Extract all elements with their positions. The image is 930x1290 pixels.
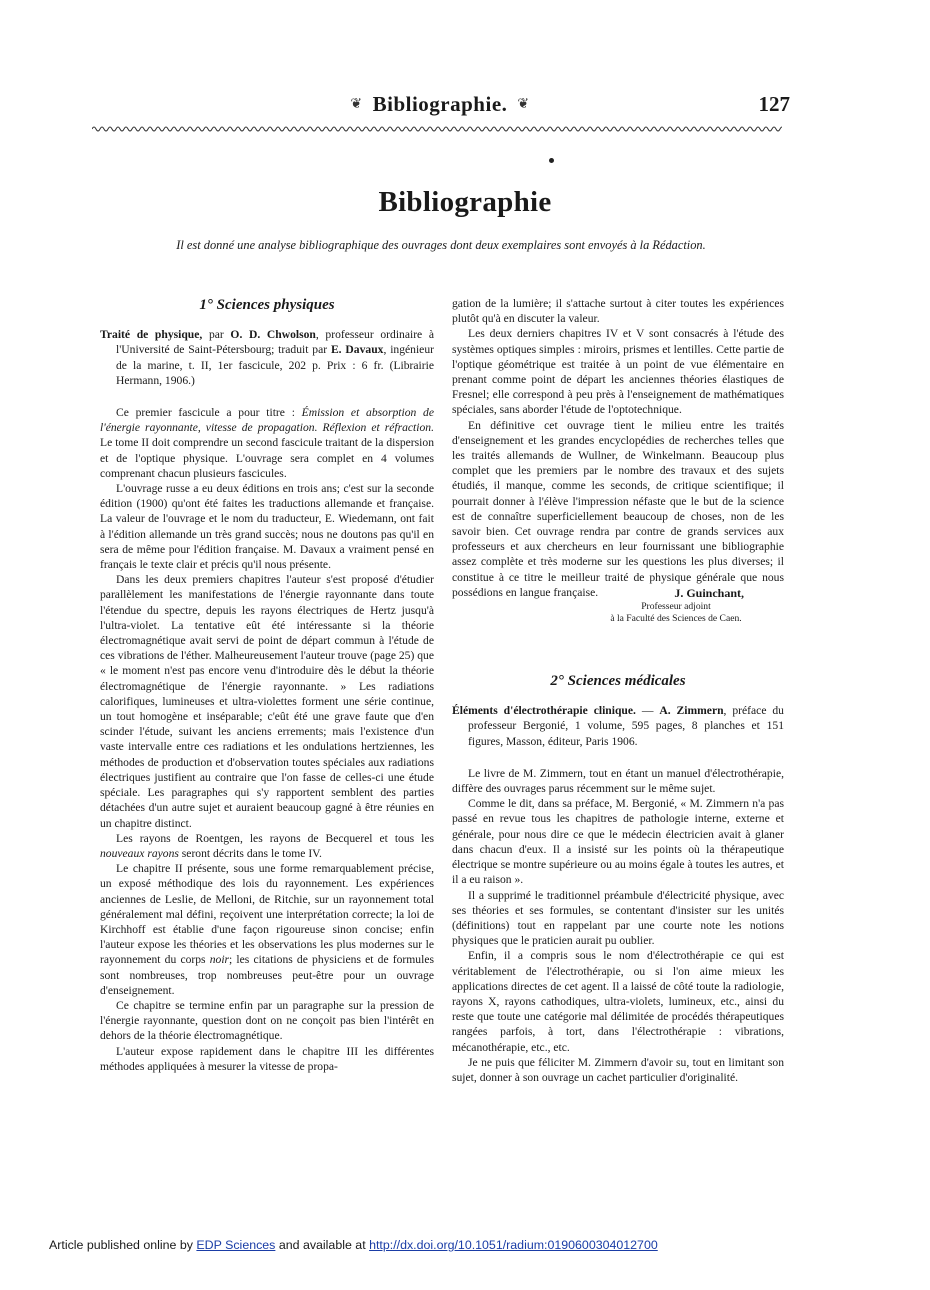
footer-text: and available at [275, 1238, 370, 1252]
signature-role [576, 601, 776, 624]
paragraph: Les deux derniers chapitres IV et V sont consacrés à l'étude des systèmes optiques simples : miroirs, prismes et lentilles. Cette partie de l'optique géométrique est traitée à un point de vue élémentaire en prenant comme point de départ les anciennes théories élastiques de Fresnel; elle correspond à peu près à l'enseignement de mathématiques spéciales, sans aborder l'étude de l'optotechnique. [452, 327, 784, 417]
page-title: Bibliographie [378, 186, 552, 218]
ref-text: — [635, 704, 660, 718]
ref-text: par [202, 328, 231, 342]
paragraph: L'auteur expose rapidement dans le chapitre III les différentes méthodes appliquées à mesurer la vitesse de propa- [100, 1044, 434, 1073]
text-italic: noir [209, 953, 230, 967]
publication-footer [49, 1238, 658, 1252]
paragraph: gation de la lumière; il s'attache surtout à citer toutes les expériences plutôt qu'à en discuter la valeur. [452, 297, 784, 326]
wavy-rule-divider [92, 125, 782, 133]
signature-role-line: Professeur adjoint [641, 601, 711, 613]
paragraph [100, 831, 434, 861]
paragraph [100, 405, 434, 481]
intro-note: Il est donné une analyse bibliographique des ouvrages dont deux exemplaires sont envoyés à la Rédaction. [176, 238, 706, 252]
text: Les rayons de Roentgen, les rayons de Becquerel et tous les [116, 831, 434, 845]
book-title: Éléments d'électrothérapie clinique. [452, 704, 636, 718]
ref-text: , préface du professeur Bergonié, 1 volume, 595 pages, 8 planches et 151 figures, Masson, éditeur, Paris 1906. [468, 704, 784, 748]
ref-text: , ingénieur de la marine, t. II, 1er fascicule, 202 p. Prix : 6 fr. (Librairie Hermann, 1906.) [116, 343, 434, 387]
paragraph: Ce chapitre se termine enfin par un paragraphe sur la pression de l'énergie rayonnante, question dont on ne conçoit pas bien l'intérêt en dehors de la théorie électromagnétique. [100, 998, 434, 1043]
paragraph: En définitive cet ouvrage tient le milieu entre les traités d'enseignement et les grandes encyclopédies de recherches telles que les traités allemands de Wullner, de Winkelmann. Beaucoup plus complet que les premiers par le nombre des travaux et des sujets étudiés, il manque, comme les seconds, de critique scientifique; il pourrait donner à l'élève l'impression néfaste que le but de la science est de connaître superficiellement beaucoup de choses, non de les savoir bien. Cet ouvrage rendra par contre de grands services aux professeurs et aux chercheurs en leur fournissant une bibliographie assez complète et très moderne sur les questions les plus diverses; il constitue à ce titre le meilleur traité de physique générale que nous possédions en langue française. [452, 418, 784, 599]
book-title: Traité de physique, [100, 328, 203, 342]
signature [452, 586, 784, 640]
text-italic: Émission et absorption de l'énergie rayonnante, vitesse de propagation. Réflexion et réfraction. [100, 406, 434, 435]
section-heading-medical: 2° Sciences médicales [550, 673, 686, 690]
paragraph: Il a supprimé le traditionnel préambule d'électricité physique, avec ses théories et ses formules, se contentant d'insister sur les unités (définitions) tout en rappelant par une courte note les notions physiques que le praticien aurait pu oublier. [452, 888, 784, 948]
section-heading-physics: 1° Sciences physiques [199, 297, 335, 313]
page-number: 127 [758, 92, 790, 116]
left-column [100, 296, 434, 1074]
text: seront décrits dans le tome IV. [178, 846, 322, 860]
paragraph: Enfin, il a compris sous le nom d'électrothérapie ce qui est véritablement de l'électrothérapie, ou si l'on aime mieux les applications directes de cet agent. Il a laissé de côté toute la radiologie, rayons X, rayons cathodiques, ultra-violets, lumineux, etc., ainsi du reste que toute une catégorie mal délimitée de procédés thérapeutiques rangées parfois, à tort, dans l'électrothérapie : vibrations, mécanothérapie, etc., etc. [452, 949, 784, 1054]
running-head [90, 92, 790, 122]
book-reference-chwolson [100, 327, 434, 388]
ornament-left-icon: ❦ [350, 97, 363, 112]
signature-role-line: à la Faculté des Sciences de Caen. [610, 612, 742, 624]
running-head-text: Bibliographie. [372, 92, 508, 116]
paragraph: L'ouvrage russe a eu deux éditions en trois ans; c'est sur la seconde édition (1900) qu'ont été faites les traductions allemande et française. La valeur de l'ouvrage et le nom du traducteur, E. Wiedemann, ont fait à l'édition allemande un très grand succès; nous ne doutons pas qu'il en sera de même pour l'édition française. M. Davaux a vraiment pensé en français le texte clair et précis qu'il nous présente. [100, 482, 434, 572]
book-author: A. Zimmern [659, 704, 724, 718]
paragraph: Dans les deux premiers chapitres l'auteur s'est proposé d'étudier parallèlement les manifestations de l'énergie rayonnante dans toute l'étendue du spectre, depuis les rayons électriques de Hertz jusqu'à l'ultra-violet. La tentative eût été intéressante si la théorie électromagnétique avait servi de point de départ commun à l'étude de ces vibrations de l'éther. Malheureusement l'auteur trouve (page 25) que « le moment n'est pas encore venu d'introduire dès le début la théorie électromagnétique de l'énergie rayonnante. » Les radiations calorifiques, lumineuses et ultra-violettes forment une série continue, un tout homogène et inséparable; c'eût été une grave faute que d'en scinder l'étude, suivant les anciens errements; mais l'existence d'un vaste intervalle entre ces radiations et les ondulations hertziennes, les méthodes de production et d'observation toutes spéciales aux radiations électriques justifient au contraire que l'on fasse de celles-ci une étude spéciale. Les paragraphes qui s'y rapportent semblent des parties détachées d'un autre sujet et auraient beaucoup gagné à être réunies en un chapitre distinct. [100, 573, 434, 830]
ref-text: , professeur ordinaire à l'Université de Saint-Pétersbourg; traduit par [116, 328, 434, 357]
right-column [452, 296, 784, 1085]
paragraph: Comme le dit, dans sa préface, M. Bergonié, « M. Zimmern n'a pas passé en revue tous les chapitres de pathologie interne, externe et générale, pour nous dire ce que le médecin électricien avait à glaner dans chacun d'eux. Il a insisté sur les points où la thérapeutique électrique se montre supérieure ou au moins égale à toutes les autres, et il a eu raison ». [452, 797, 784, 887]
book-author: O. D. Chwolson [230, 328, 316, 342]
dot-mark [549, 158, 554, 163]
ornament-right-icon: ❦ [517, 97, 530, 112]
publisher-link[interactable]: EDP Sciences [196, 1238, 276, 1252]
footer-text: Article published online by [49, 1238, 197, 1252]
text: Ce premier fascicule a pour titre : [116, 406, 302, 420]
paragraph [100, 861, 434, 998]
book-reference-zimmern [452, 703, 784, 749]
doi-link[interactable]: http://dx.doi.org/10.1051/radium:0190600304012700 [369, 1238, 658, 1252]
paragraph: Je ne puis que féliciter M. Zimmern d'avoir su, tout en limitant son sujet, donner à son ouvrage un cachet particulier d'originalité. [452, 1055, 784, 1084]
text: ; les citations de physiciens et de formules sont nombreuses, trop nombreuses peut-être pour un ouvrage d'enseignement. [100, 953, 434, 997]
text: Le tome II doit comprendre un second fascicule traitant de la dispersion et de l'optique physique. L'ouvrage sera complet en 4 volumes comprenant chacun plusieurs fascicules. [100, 436, 434, 480]
book-translator: E. Davaux [330, 343, 384, 357]
signature-name: J. Guinchant, [674, 586, 744, 601]
text-italic: nouveaux rayons [100, 846, 179, 860]
running-head-title [90, 92, 790, 117]
text: Le chapitre II présente, sous une forme remarquablement précise, un exposé méthodique des lois du rayonnement. Les expériences anciennes de Leslie, de Melloni, de Ritchie, sur un rayonnement total généralement mal défini, reçoivent une interprétation correcte; la loi de Kirchhoff est établie d'une façon rigoureuse sinon concise; enfin l'auteur expose les théories et les observations les plus modernes sur le rayonnement du corps [100, 862, 434, 967]
paragraph: Le livre de M. Zimmern, tout en étant un manuel d'électrothérapie, diffère des ouvrages parus récemment sur le même sujet. [452, 766, 784, 796]
